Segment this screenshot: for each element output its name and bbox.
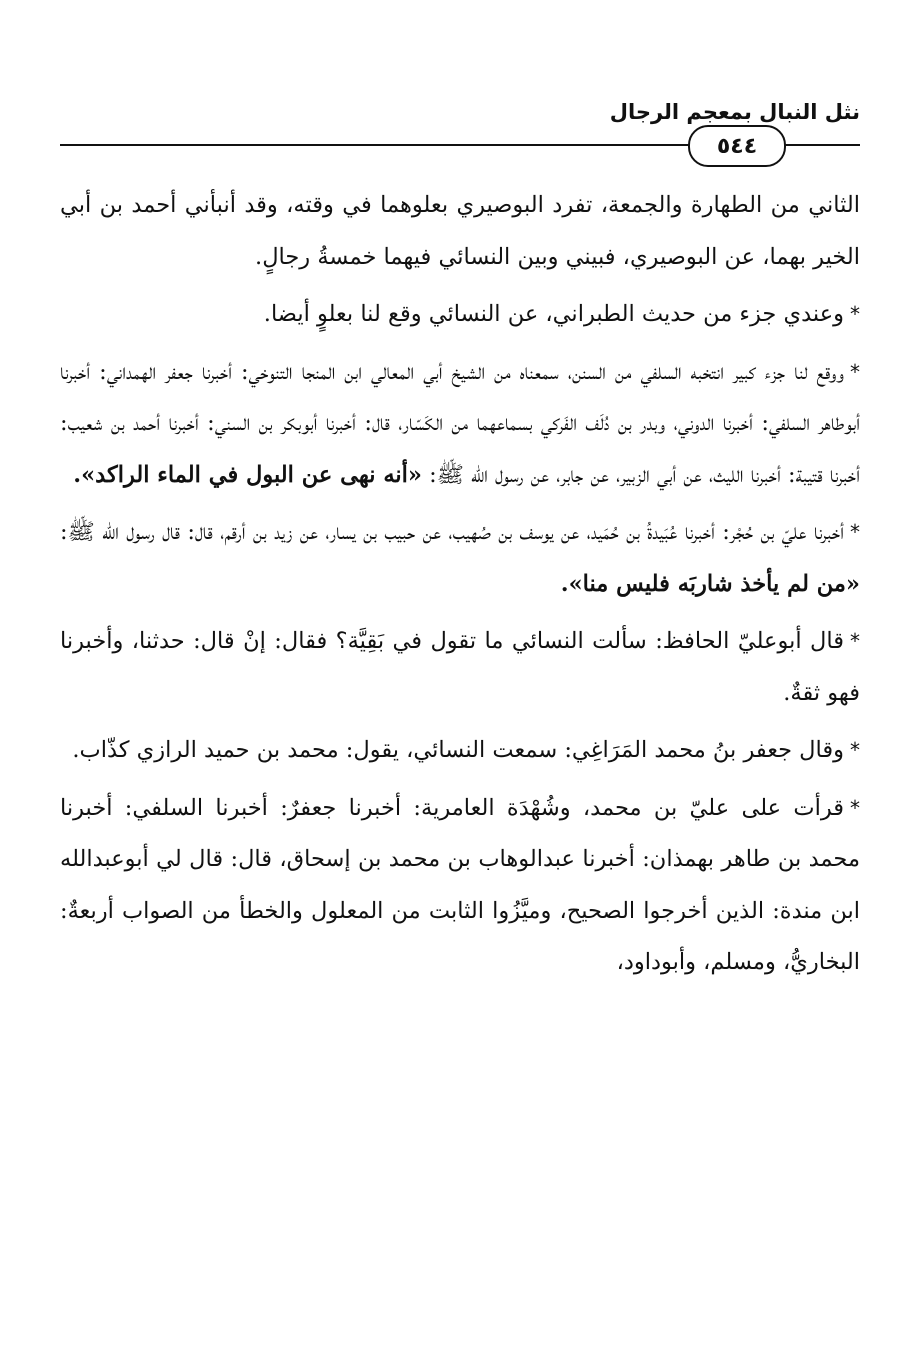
paragraph-text: وقال جعفر بنُ محمد المَرَاغِي: سمعت النسائي، يقول: محمد بن حميد الرازي كذّاب. — [72, 737, 844, 763]
bullet-star-icon: * — [850, 795, 860, 820]
paragraph — [60, 616, 860, 719]
page-body — [60, 180, 860, 995]
paragraph — [60, 347, 860, 502]
bullet-star-icon: * — [850, 629, 860, 653]
paragraph-text: قال أبوعليّ الحافظ: سألت النسائي ما تقول في بَقِيَّة؟ فقال: إنْ قال: حدثنا، وأخبرنا فهو ثقةٌ. — [60, 628, 860, 706]
page-number: ٥٤٤ — [688, 125, 786, 167]
paragraph — [60, 725, 860, 777]
hadith-quote: «أنه نهى عن البول في الماء الراكد». — [73, 461, 422, 488]
paragraph-text: قرأت على عليّ بن محمد، وشُهْدَة العامرية: أخبرنا جعفرٌ: أخبرنا السلفي: أخبرنا محمد بن طاهر بهمذان: أخبرنا عبدالوهاب بن محمد بن إسحاق، قال: قال لي أبوعبدالله ابن مندة: الذين أخرجوا الصحيح، وميَّزُوا الثابت من المعلول والخطأ من الصواب أربعةٌ: البخاريُّ، ومسلم، وأبوداود، — [60, 794, 860, 975]
paragraph — [60, 180, 860, 283]
bullet-star-icon: * — [850, 302, 860, 326]
paragraph-text: أخبرنا عليّ بن حُجْر: أخبرنا عُبَيدةُ بن حُمَيد، عن يوسف بن صُهيب، عن حبيب بن يسار، عن زيد بن أرقم، قال: قال رسول الله ﷺ: — [60, 519, 844, 545]
paragraph — [60, 507, 860, 610]
paragraph-text: وعندي جزء من حديث الطبراني، عن النسائي وقع لنا بعلوٍ أيضا. — [263, 301, 844, 327]
paragraph — [60, 289, 860, 341]
running-title: نثل النبال بمعجم الرجال — [609, 100, 860, 124]
paragraph — [60, 783, 860, 989]
paragraph-text: الثاني من الطهارة والجمعة، تفرد البوصيري بعلوهما في وقته، وقد أنبأني أحمد بن أبي الخير بهما، عن البوصيري، فبيني وبين النسائي فيهما خمسةُ رجالٍ. — [60, 192, 860, 270]
bullet-star-icon: * — [850, 738, 860, 762]
hadith-quote: «من لم يأخذ شاربَه فليس منا». — [560, 570, 860, 597]
bullet-star-icon: * — [850, 520, 860, 544]
bullet-star-icon: * — [850, 359, 860, 384]
paragraph-text: ووقع لنا جزء كبير انتخبه السلفي من السنن، سمعناه من الشيخ أبي المعالي ابن المنجا التنوخي: أخبرنا جعفر الهمداني: أخبرنا أبوطاهر السلفي: أخبرنا الدوني، وبدر بن دُلَف الفَركي بسماعهما من الكَسّار، قال: أخبرنا أبوبكر بن السني: أخبرنا أحمد بن شعيب: أخبرنا قتيبة: أخبرنا الليث، عن أبي الزبير، عن جابر، عن رسول الله ﷺ: — [60, 358, 860, 488]
